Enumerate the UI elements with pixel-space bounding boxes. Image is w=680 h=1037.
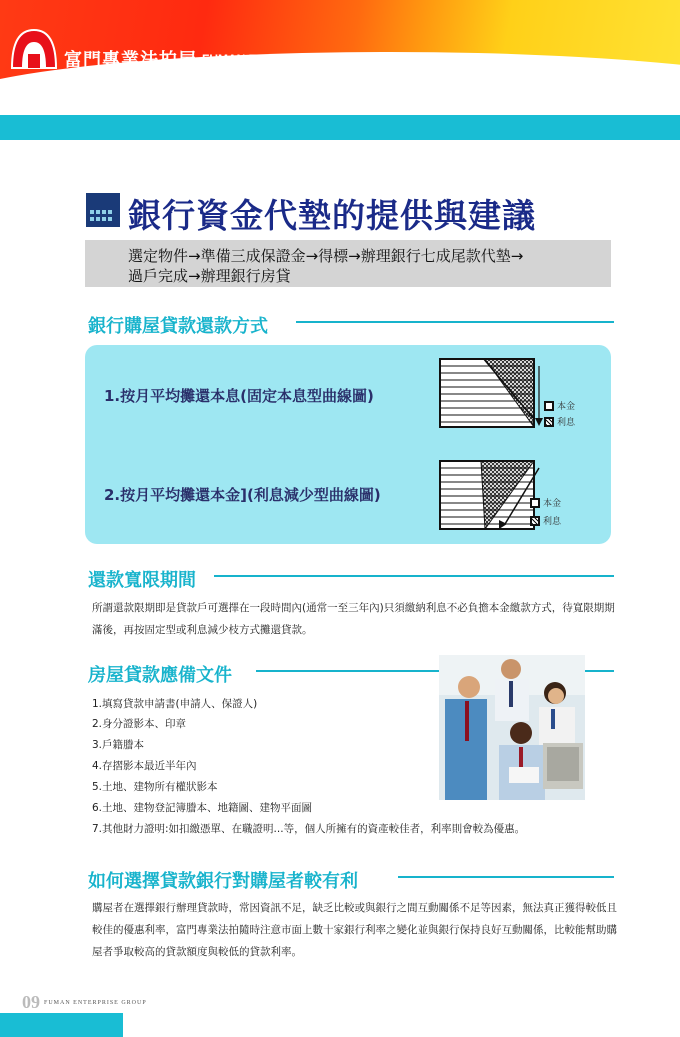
principal-swatch-icon: [544, 401, 554, 411]
flow-line-1: 選定物件→準備三成保證金→得標→辦理銀行七成尾款代墊→: [128, 247, 524, 265]
choose-heading: 如何選擇貸款銀行對購屋者較有利: [88, 871, 358, 892]
page-number: 09: [22, 992, 40, 1012]
building-icon: [86, 193, 120, 227]
repayment-heading: 銀行購屋貸款還款方式: [88, 316, 268, 337]
legend-principal-label: 本金: [543, 499, 562, 509]
doc-item: 5.土地、建物所有權狀影本: [92, 781, 218, 793]
grace-heading: 還款寬限期間: [88, 570, 196, 591]
documents-heading: 房屋貸款應備文件: [88, 665, 232, 686]
teal-band: [0, 115, 680, 140]
documents-rule-right: [585, 670, 614, 672]
legend-principal-label: 本金: [557, 402, 576, 412]
method-decreasing: 2.按月平均攤還本金](利息減少型曲線圖): [104, 486, 381, 504]
principal-swatch-icon: [530, 498, 540, 508]
brand-name-en: FUMAN ENTERPRISE: [202, 52, 326, 66]
legend-interest-label: 利息: [543, 517, 562, 527]
grace-text: 所謂還款限期即是貸款戶可選擇在一段時間內(通常一至三年內)只須繳納利息不必負擔本金繳款方式，待寬限期期滿後，再按固定型或利息減少枝方式攤還貸款。: [92, 602, 615, 636]
grace-rule: [214, 575, 614, 577]
legend-principal-1: [544, 399, 575, 412]
choose-text: 購屋者在選擇銀行辦理貸款時，常因資訊不足，缺乏比較或與銀行之間互動關係不足等因素，無法真正獲得較低且較佳的優惠利率，富門專業法拍隨時注意市面上數十家銀行利率之變化並與銀行保持良好互動關係，比較能幫助購屋者爭取較高的貸款額度與較低的貸款利率。: [92, 902, 617, 958]
interest-swatch-icon: [530, 516, 540, 526]
house-logo-icon: [8, 24, 60, 72]
repayment-rule: [296, 321, 614, 323]
doc-item: 6.土地、建物登記簿謄本、地籍圖、建物平面圖: [92, 802, 313, 814]
doc-item: 7.其他財力證明:如扣繳憑單、在職證明...等，個人所擁有的資產較佳者，利率則會較為優惠。: [92, 823, 526, 835]
flow-line-2: 過戶完成→辦理銀行房貸: [128, 267, 291, 285]
fixed-payment-diagram: [439, 358, 543, 428]
doc-item: 4.存摺影本最近半年內: [92, 760, 197, 772]
doc-item: 2.身分證影本、印章: [92, 718, 187, 730]
method-fixed: 1.按月平均攤還本息(固定本息型曲線圖): [104, 387, 374, 405]
interest-swatch-icon: [544, 417, 554, 427]
legend-interest-2: [530, 514, 561, 527]
doc-item: 1.填寫貸款申請書(申請人、保證人): [92, 698, 258, 710]
choose-rule: [398, 876, 614, 878]
footer-bar: [0, 1013, 123, 1037]
legend-interest-1: [544, 415, 575, 428]
legend-principal-2: [530, 496, 561, 509]
doc-item: 3.戶籍謄本: [92, 739, 145, 751]
legend-interest-label: 利息: [557, 418, 576, 428]
decreasing-interest-diagram: [439, 458, 543, 530]
business-people-photo: [439, 655, 585, 800]
page-title: 銀行資金代墊的提供與建議: [128, 196, 536, 235]
brand-name: 富門專業法拍屋: [64, 50, 197, 71]
footer-brand: FUMAN ENTERPRISE GROUP: [44, 1000, 147, 1006]
documents-rule: [256, 670, 439, 672]
